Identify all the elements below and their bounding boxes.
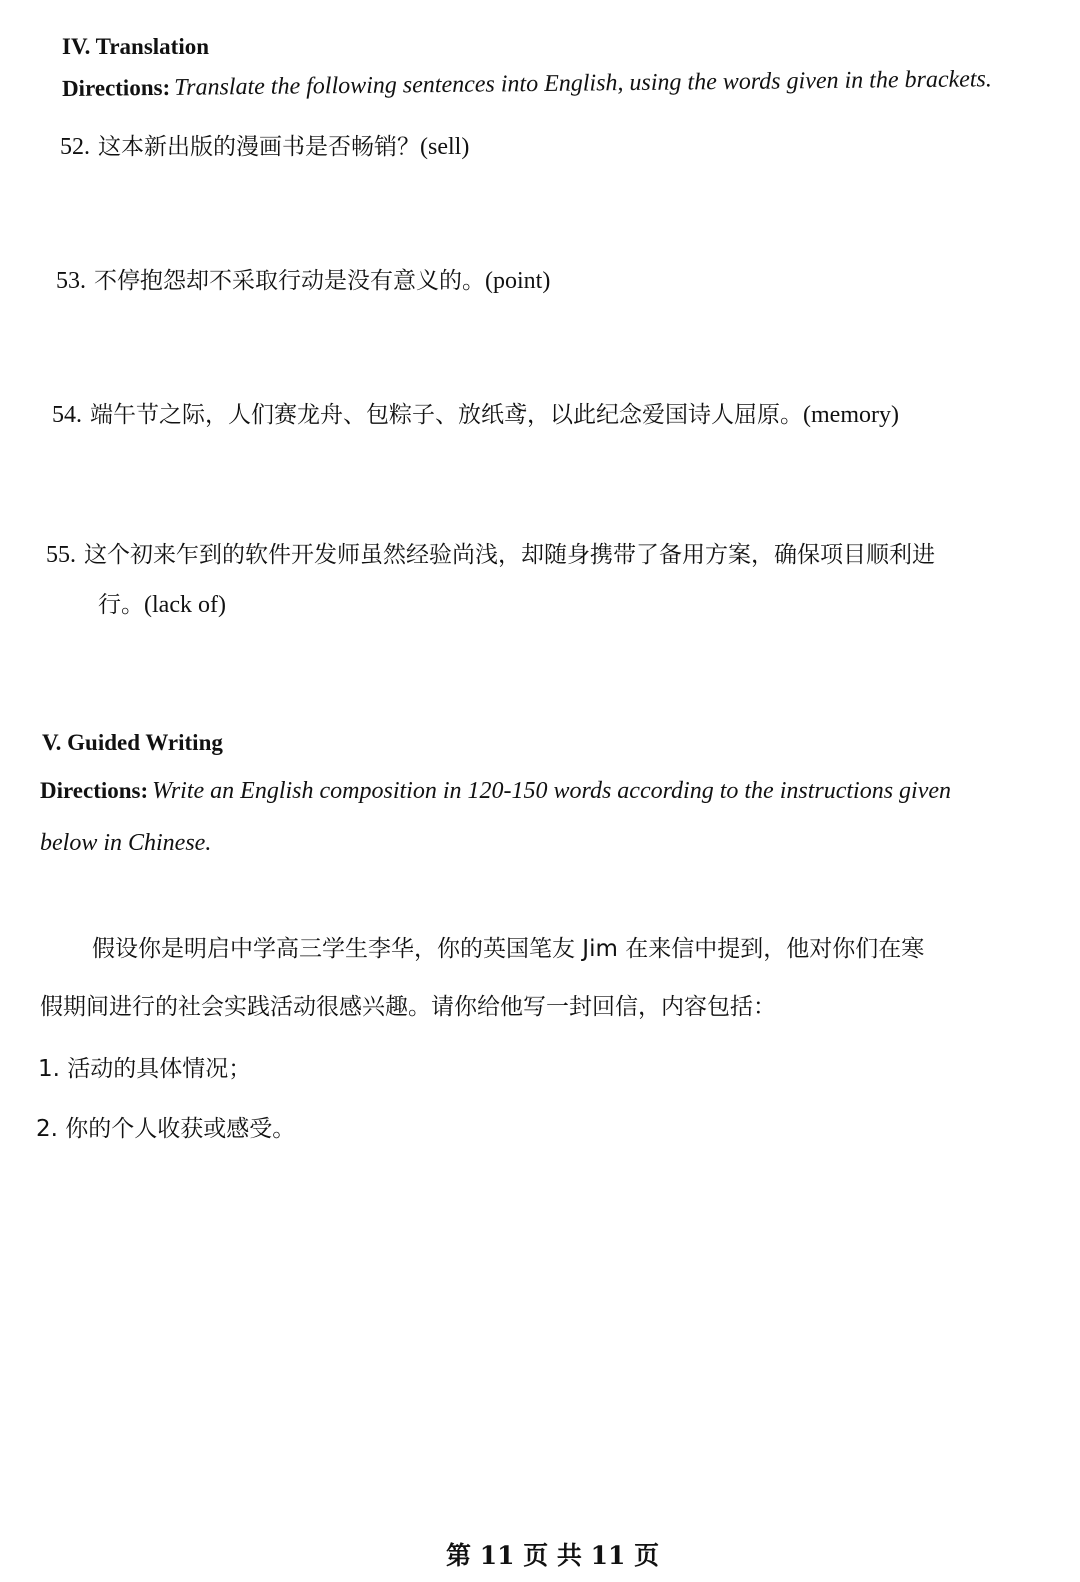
directions-label: Directions: (61, 74, 171, 101)
question-text: 端午节之际，人们赛龙舟、包粽子、放纸鸢，以此纪念爱国诗人屈原。 (90, 402, 803, 428)
directions-label: Directions: (40, 778, 149, 803)
question-text-line1: 这个初来乍到的软件开发师虽然经验尚浅，却随身携带了备用方案，确保项目顺利进 (84, 542, 935, 568)
directions-text-line1: Write an English composition in 120-150 words according to the instructions given (152, 778, 952, 804)
question-number: 53. (56, 268, 86, 294)
page-number: 第 11 页 共 11 页 (446, 1541, 660, 1570)
question-text: 这本新出版的漫画书是否畅销？ (98, 134, 420, 160)
question-54 (52, 396, 899, 429)
question-text-line2: 行。 (98, 592, 144, 618)
question-55 (46, 536, 935, 569)
question-52 (60, 128, 469, 161)
directions-text-line2: below in Chinese. (40, 830, 212, 856)
question-number: 52. (60, 134, 90, 160)
directions-text: Translate the following sentences into English, using the words given in the brackets. (174, 66, 992, 101)
question-55-continued (98, 586, 226, 619)
question-hint: (point) (485, 268, 551, 294)
question-hint: (memory) (803, 402, 899, 428)
writing-directions (40, 778, 951, 805)
section-title-translation: IV. Translation (62, 34, 209, 59)
writing-point-1: 1. 活动的具体情况； (38, 1056, 252, 1082)
writing-prompt-line2: 假期间进行的社会实践活动很感兴趣。请你给他写一封回信，内容包括： (40, 994, 776, 1020)
question-hint: (sell) (420, 134, 470, 160)
question-53 (56, 262, 550, 295)
writing-point-2: 2. 你的个人收获或感受。 (36, 1116, 296, 1142)
question-number: 55. (46, 542, 76, 568)
question-number: 54. (52, 402, 82, 428)
section-title-guided-writing: V. Guided Writing (42, 730, 223, 755)
translation-directions (62, 66, 992, 103)
writing-prompt-line1: 假设你是明启中学高三学生李华，你的英国笔友 Jim 在来信中提到，他对你们在寒 (92, 936, 925, 962)
question-text: 不停抱怨却不采取行动是没有意义的。 (94, 268, 485, 294)
question-hint: (lack of) (144, 592, 226, 618)
